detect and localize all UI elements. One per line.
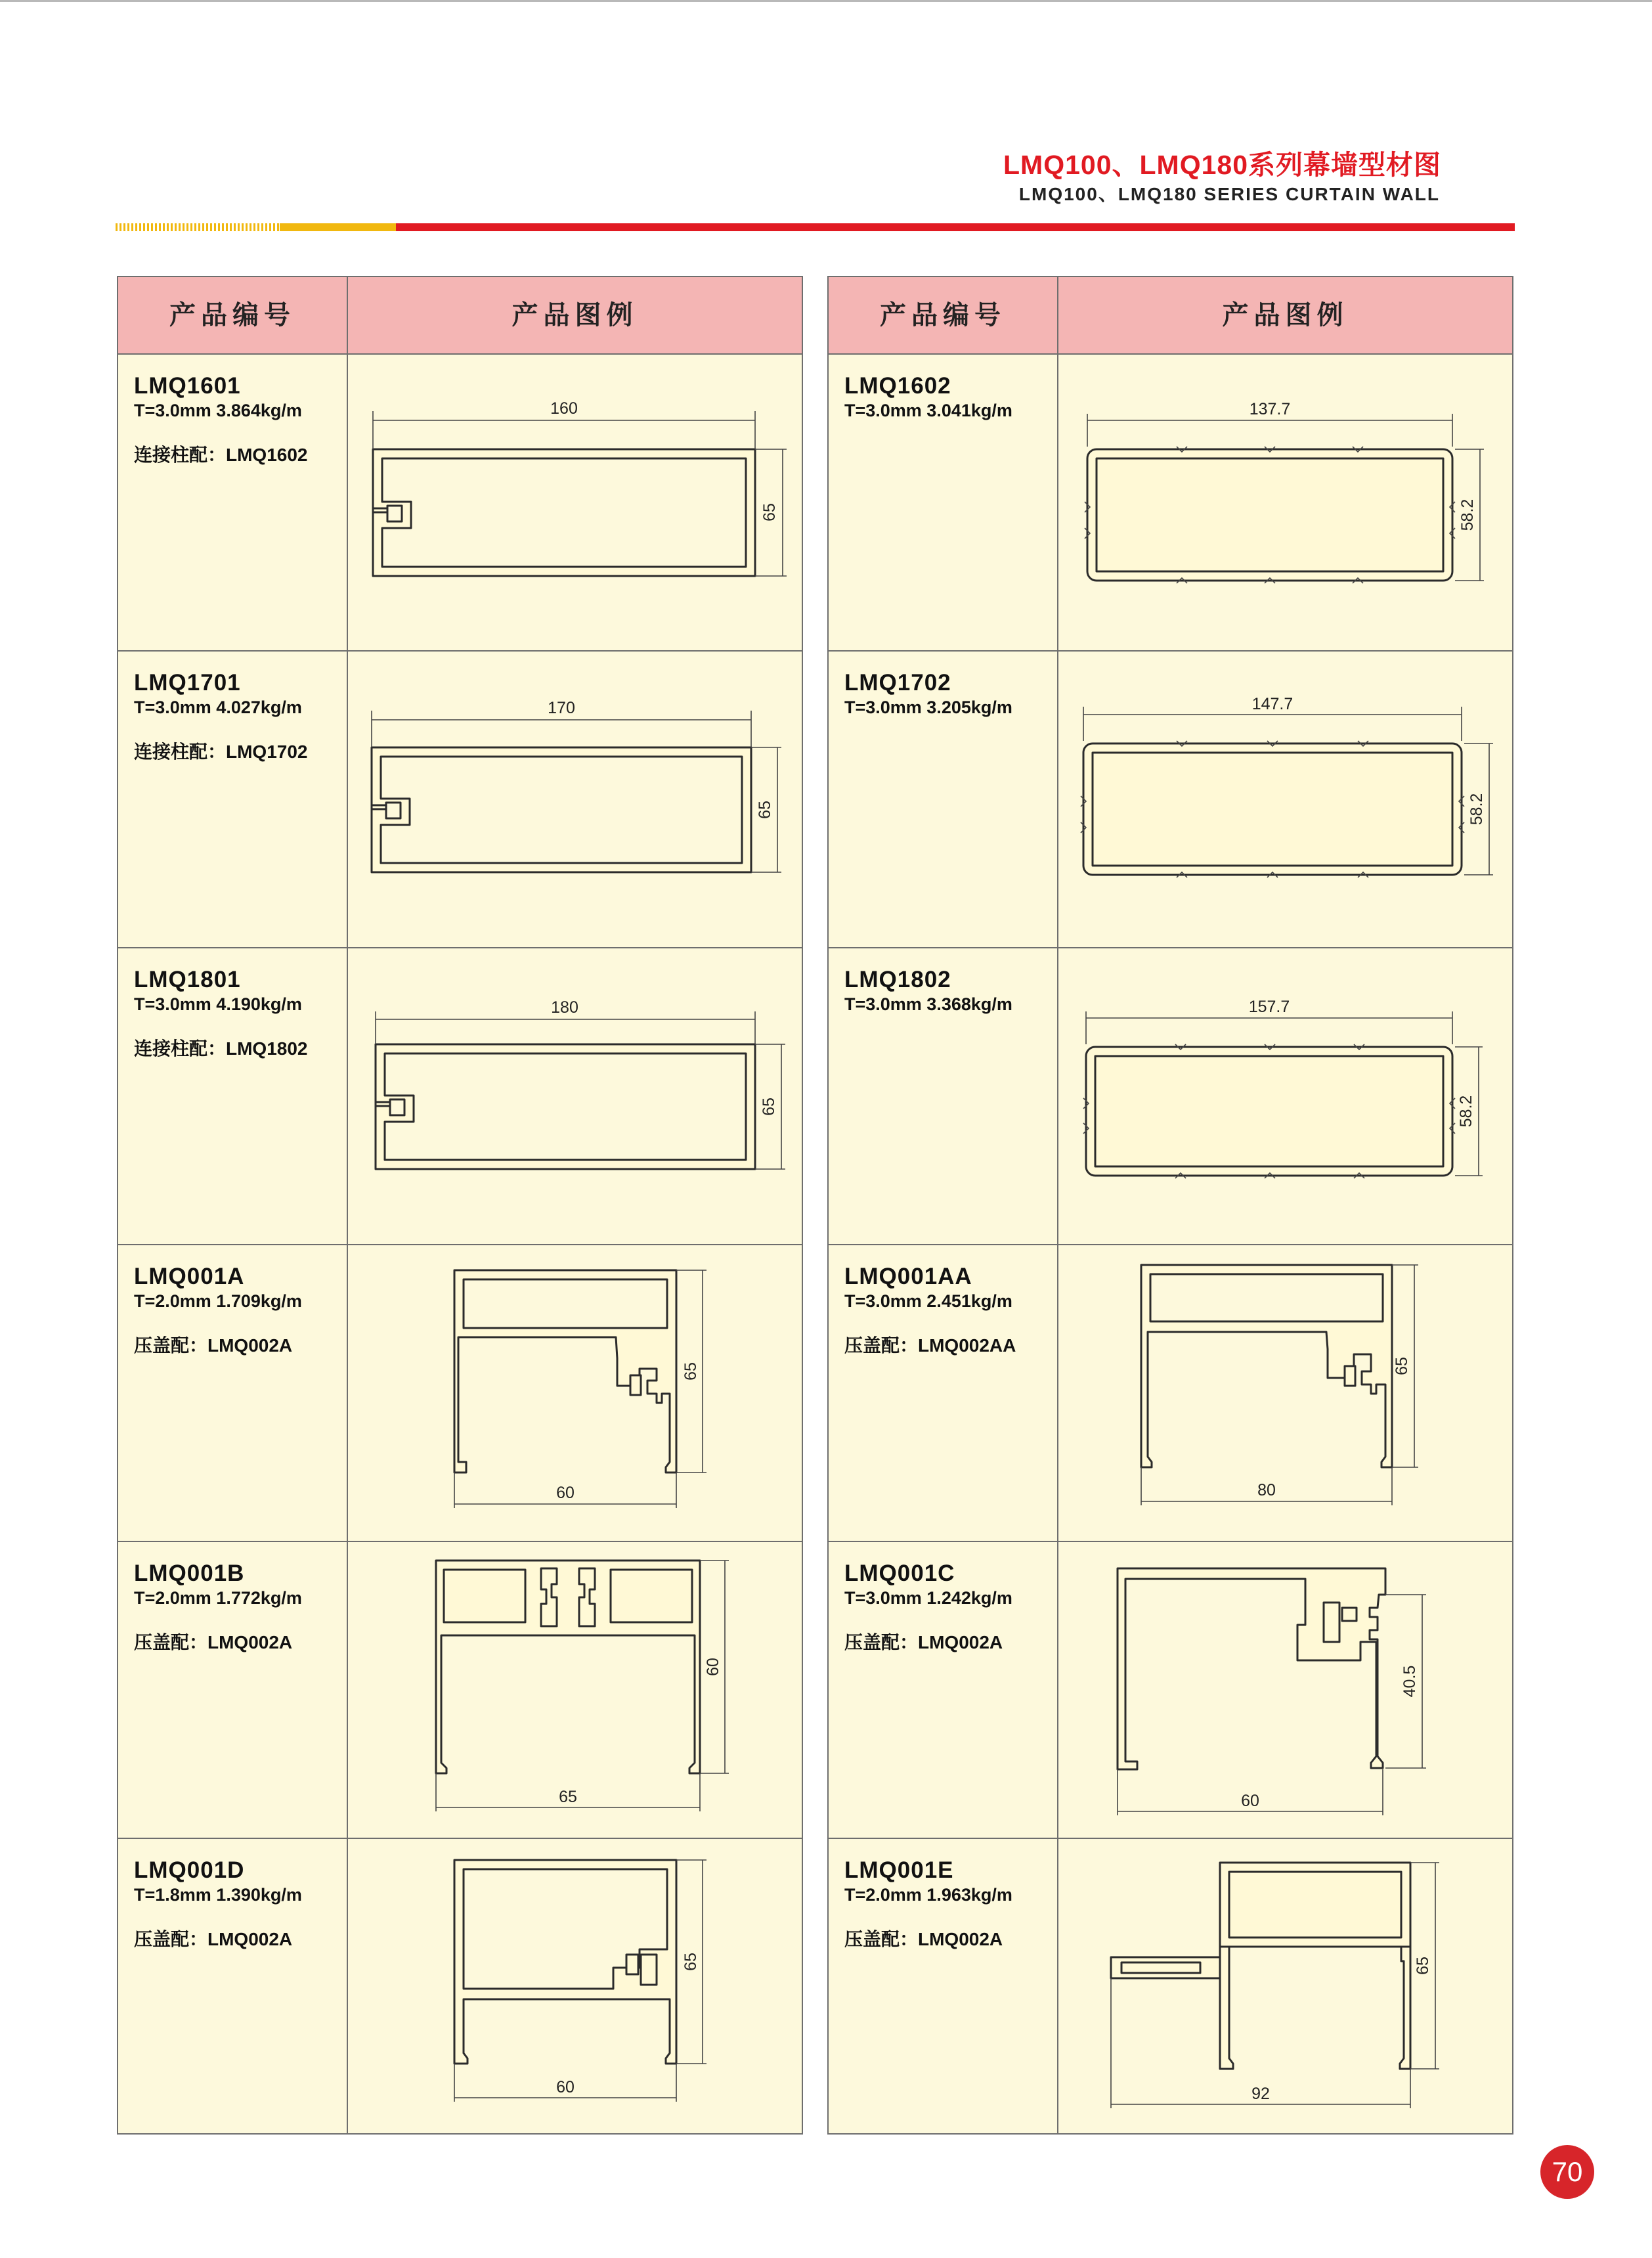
product-match: 连接柱配：LMQ1802 <box>134 1038 308 1059</box>
profile-chamber <box>444 1570 525 1622</box>
dim-height: 65 <box>682 1953 700 1971</box>
dim-height: 65 <box>760 503 779 521</box>
table-header <box>829 277 1512 355</box>
profile-slot <box>641 1955 657 1985</box>
product-row <box>829 1541 1512 1838</box>
product-code: LMQ1802 <box>844 967 951 992</box>
product-code: LMQ1601 <box>134 373 241 399</box>
dim-height: 58.2 <box>1467 793 1486 826</box>
product-match: 连接柱配：LMQ1602 <box>134 445 308 465</box>
product-spec: T=2.0mm 1.772kg/m <box>134 1588 302 1608</box>
product-match: 压盖配：LMQ002A <box>844 1632 1003 1652</box>
product-match: 压盖配：LMQ002A <box>134 1929 293 1949</box>
profile-shape <box>1220 1947 1410 2069</box>
dim-height: 58.2 <box>1457 1095 1475 1128</box>
product-code: LMQ001E <box>844 1857 954 1883</box>
product-spec: T=3.0mm 3.368kg/m <box>844 994 1012 1014</box>
product-spec: T=3.0mm 3.864kg/m <box>134 401 302 420</box>
header-product-figure: 产品图例 <box>1222 301 1349 330</box>
profile-drawing <box>1058 948 1512 1244</box>
dim-width: 137.7 <box>1249 400 1291 418</box>
product-row <box>829 650 1512 947</box>
product-spec: T=3.0mm 3.041kg/m <box>844 401 1012 420</box>
product-match: 压盖配：LMQ002AA <box>844 1335 1016 1356</box>
profile-slot <box>1324 1603 1339 1642</box>
dim-width: 170 <box>548 699 575 717</box>
profile-slot <box>626 1955 638 1974</box>
profile-drawing <box>348 1542 802 1838</box>
product-code: LMQ1702 <box>844 670 951 696</box>
dim-height: 65 <box>1414 1957 1432 1975</box>
header-rule-red <box>396 223 1515 231</box>
product-row <box>118 1838 802 2135</box>
product-code: LMQ001C <box>844 1561 955 1586</box>
profile-drawing <box>1058 355 1512 650</box>
profile-drawing <box>1058 1839 1512 2135</box>
product-row <box>829 1838 1512 2135</box>
product-table-right <box>827 276 1513 2135</box>
product-code: LMQ1701 <box>134 670 241 696</box>
product-match: 压盖配：LMQ002A <box>134 1335 293 1356</box>
profile-shape <box>1118 1568 1385 1769</box>
product-match: 压盖配：LMQ002A <box>844 1929 1003 1949</box>
product-code: LMQ1801 <box>134 967 241 992</box>
product-spec: T=2.0mm 1.709kg/m <box>134 1291 302 1311</box>
dim-width: 180 <box>551 998 578 1017</box>
product-table-left <box>117 276 803 2135</box>
profile-inner <box>1097 458 1443 571</box>
product-row <box>829 947 1512 1244</box>
profile-chamber <box>611 1570 692 1622</box>
dim-height: 40.5 <box>1401 1665 1419 1698</box>
product-row <box>118 353 802 650</box>
profile-inner <box>1093 753 1452 866</box>
dim-height: 60 <box>704 1658 722 1676</box>
profile-slot <box>1342 1608 1357 1621</box>
product-row <box>118 650 802 947</box>
product-match: 连接柱配：LMQ1702 <box>134 742 308 762</box>
dim-width: 60 <box>556 2078 575 2096</box>
dim-width: 60 <box>556 1484 575 1502</box>
profile-shape <box>372 747 751 872</box>
profile-arm-slot <box>1121 1962 1200 1973</box>
dim-height: 65 <box>756 801 774 819</box>
product-code: LMQ001D <box>134 1857 245 1883</box>
product-match: 压盖配：LMQ002A <box>134 1632 293 1652</box>
profile-slot <box>630 1375 641 1395</box>
profile-shape <box>454 1270 676 1472</box>
header-product-code: 产品编号 <box>880 301 1006 330</box>
product-spec: T=3.0mm 1.242kg/m <box>844 1588 1012 1608</box>
product-row <box>118 1244 802 1541</box>
profile-drawing <box>1058 1542 1512 1838</box>
product-code: LMQ001A <box>134 1264 245 1289</box>
product-spec: T=1.8mm 1.390kg/m <box>134 1885 302 1905</box>
profile-drawing <box>348 1839 802 2135</box>
dim-width: 80 <box>1257 1481 1276 1499</box>
profile-shape <box>373 449 755 576</box>
product-spec: T=3.0mm 4.190kg/m <box>134 994 302 1014</box>
product-spec: T=3.0mm 4.027kg/m <box>134 697 302 717</box>
product-spec: T=2.0mm 1.963kg/m <box>844 1885 1012 1905</box>
profile-drawing <box>348 355 802 650</box>
dim-height: 58.2 <box>1458 498 1477 531</box>
top-border-line <box>0 0 1652 2</box>
table-header <box>118 277 802 355</box>
profile-drawing <box>1058 1245 1512 1541</box>
profile-drawing <box>348 1245 802 1541</box>
product-row <box>118 947 802 1244</box>
page-number: 70 <box>1540 2145 1594 2199</box>
dim-width: 92 <box>1251 2085 1270 2103</box>
profile-chamber-inner <box>1229 1872 1401 1937</box>
page-title: LMQ100、LMQ180系列幕墙型材图 <box>1003 150 1441 180</box>
product-spec: T=3.0mm 2.451kg/m <box>844 1291 1012 1311</box>
dim-height: 65 <box>682 1362 700 1381</box>
page-subtitle: LMQ100、LMQ180 SERIES CURTAIN WALL <box>1018 184 1440 204</box>
dim-width: 157.7 <box>1248 998 1290 1016</box>
dim-width: 65 <box>559 1788 577 1806</box>
profile-slot <box>1345 1366 1355 1386</box>
product-row <box>118 1541 802 1838</box>
header-product-figure: 产品图例 <box>511 301 638 330</box>
profile-inner <box>1095 1056 1443 1166</box>
product-code: LMQ001AA <box>844 1264 972 1289</box>
header-rule-yellow <box>280 223 397 231</box>
product-code: LMQ001B <box>134 1561 245 1586</box>
dim-width: 60 <box>1241 1792 1259 1810</box>
dim-height: 65 <box>760 1097 778 1116</box>
product-spec: T=3.0mm 3.205kg/m <box>844 697 1012 717</box>
header-product-code: 产品编号 <box>169 301 295 330</box>
dim-width: 147.7 <box>1251 695 1293 713</box>
product-row <box>829 1244 1512 1541</box>
product-code: LMQ1602 <box>844 373 951 399</box>
profile-drawing <box>348 948 802 1244</box>
profile-shape <box>376 1044 755 1169</box>
profile-drawing <box>348 652 802 947</box>
profile-drawing <box>1058 652 1512 947</box>
dim-width: 160 <box>550 399 578 418</box>
dim-height: 65 <box>1393 1357 1411 1375</box>
product-row <box>829 353 1512 650</box>
